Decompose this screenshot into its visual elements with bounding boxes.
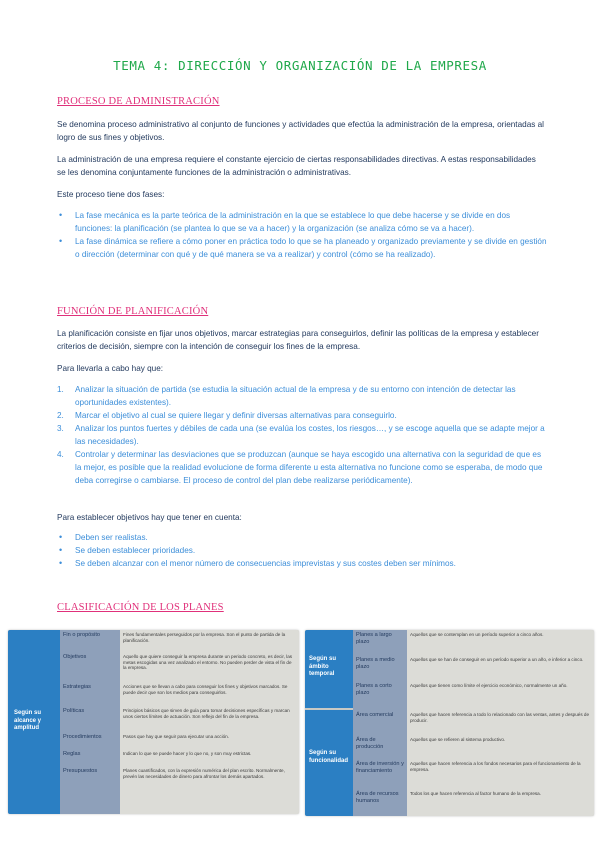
table-key-cell: Planes a largo plazo — [353, 630, 407, 655]
list-number: 4. — [57, 450, 64, 459]
heading-funcion-planificacion: FUNCIÓN DE PLANIFICACIÓN — [57, 306, 209, 317]
table-key-cell: Área de recursos humanos — [353, 789, 407, 816]
admin-paragraph-3: Este proceso tiene dos fases: — [57, 190, 165, 199]
table-key-cell: Estrategias — [60, 682, 120, 706]
table-row — [60, 749, 299, 767]
list-item: • Deben ser realistas. — [57, 531, 547, 544]
table-side-label: Según su ámbito temporal — [309, 656, 337, 677]
table-key-cell: Presupuestos — [60, 766, 120, 814]
heading-proceso-administracion: PROCESO DE ADMINISTRACIÓN — [57, 96, 220, 107]
table-key-cell: Planes a medio plazo — [353, 655, 407, 681]
list-number: 2. — [57, 411, 64, 420]
list-item: • La fase mecánica es la parte teórica de la administración en la que se establece lo que debe hacerse y se divide en dos funciones: la planificación (se plantea lo que se va a hacer) y la organización (se analiza cómo se va a hacer). — [57, 209, 547, 235]
table-value-cell: Acciones que se llevan a cabo para conseguir los fines y objetivos marcados. Se puede decir que son los medios para conseguirlos. — [120, 682, 299, 706]
table-key-cell: Área de inversión y financiamiento — [353, 759, 407, 789]
table-row — [60, 630, 299, 653]
list-text: Marcar el objetivo al cual se quiere llegar y definir diversas alternativas para conseguirlo. — [75, 411, 397, 420]
table-row — [60, 682, 299, 707]
admin-paragraph-2: La administración de una empresa requiere el constante ejercicio de ciertas responsabilidades directivas. A estas responsabilidades se les denomina conjuntamente funciones de la administración o administrativas. — [57, 155, 536, 177]
list-item — [57, 409, 547, 422]
list-text: Analizar los puntos fuertes y débiles de cada una (se evalúa los costes, los riesgos…, y se escoge aquella que se adapte mejor a las necesidades). — [75, 424, 545, 446]
table-value-cell: Aquellos que se han de conseguir en un período superior a un año, e inferior a cinco. — [407, 655, 594, 681]
table-value-cell: Planes cuantificados, con la expresión numérica del plan escrito. Normalmente, prevén las necesidades de dinero para afrontar los demás apartados. — [120, 766, 299, 814]
table-key-cell: Procedimientos — [60, 732, 120, 749]
table-key-cell: Objetivos — [60, 652, 120, 682]
plans-table-left-photo — [8, 630, 299, 814]
table-key-cell: Políticas — [60, 706, 120, 732]
table-value-cell: Pasos que hay que seguir para ejecutar una acción. — [120, 732, 299, 749]
table-row — [353, 655, 594, 682]
table-row — [353, 710, 594, 736]
table-key-cell: Planes a corto plazo — [353, 681, 407, 710]
table-row — [353, 735, 594, 760]
plan-paragraph-3: Para establecer objetivos hay que tener en cuenta: — [57, 513, 242, 522]
table-row — [353, 681, 594, 711]
table-side-label: Según su alcance y amplitud — [14, 710, 42, 731]
table-row — [60, 706, 299, 733]
list-text: Controlar y determinar las desviaciones que se produzcan (aunque se haya escogido una alternativa con la seguridad de que es la mejor, es posible que la realidad evolucione de forma diferente u esta alternativa no funcione como se esperaba, de modo que deba corregirse o cambiarse. El proceso de control del plan debe realizarse periódicamente). — [75, 450, 543, 485]
table-key-cell: Reglas — [60, 749, 120, 766]
table-key-cell: Área de producción — [353, 735, 407, 759]
admin-paragraph-1: Se denomina proceso administrativo al conjunto de funciones y actividades que efectúa la administración de la empresa, orientadas al logro de sus fines y objetivos. — [57, 120, 544, 142]
list-item — [57, 383, 547, 409]
heading-clasificacion-planes: CLASIFICACIÓN DE LOS PLANES — [57, 602, 224, 613]
table-side-label: Según su funcionalidad — [309, 750, 348, 764]
admin-phases-list — [57, 209, 547, 261]
list-text: Analizar la situación de partida (se estudia la situación actual de la empresa y de su entorno con intención de detectar las oportunidades existentes). — [75, 385, 516, 407]
plan-steps-list — [57, 383, 547, 487]
list-item: • Se deben alcanzar con el menor número de consecuencias imprevistas y sus costes deben ser mínimos. — [57, 557, 547, 570]
table-row — [353, 630, 594, 656]
table-value-cell: Aquellos que se contemplan en un período superior a cinco años. — [407, 630, 594, 655]
plans-table-right-photo — [305, 630, 594, 816]
list-number: 1. — [57, 385, 64, 394]
document-title: TEMA 4: DIRECCIÓN Y ORGANIZACIÓN DE LA EMPRESA — [113, 58, 487, 73]
table-value-cell: Indican lo que se puede hacer y lo que no, y son muy estrictas. — [120, 749, 299, 766]
table-value-cell: Principios básicos que sirven de guía para tomar decisiones específicas y marcan unos ciertos límites de actuación. Son reflejo del fin de la empresa. — [120, 706, 299, 732]
table-value-cell: Aquellos que se refieren al sistema productivo. — [407, 735, 594, 759]
list-item: • Se deben establecer prioridades. — [57, 544, 547, 557]
table-row — [353, 789, 594, 816]
plan-paragraph-1: La planificación consiste en fijar unos objetivos, marcar estrategias para conseguirlos, definir las políticas de la empresa y establecer criterios de decisión, siempre con la intención de conseguir los fines de la empresa. — [57, 329, 539, 351]
list-item: • La fase dinámica se refiere a cómo poner en práctica todo lo que se ha planeado y organizado previamente y se divide en gestión o dirección (determinar con qué y de qué manera se va a realizar) y control (cómo se ha realizado). — [57, 235, 547, 261]
table-row — [60, 652, 299, 683]
objectives-list — [57, 531, 547, 570]
list-item — [57, 448, 547, 487]
plan-paragraph-2: Para llevarla a cabo hay que: — [57, 364, 164, 373]
table-value-cell: Aquellos que tienen como límite el ejercicio económico, normalmente un año. — [407, 681, 594, 710]
table-row — [60, 732, 299, 750]
table-value-cell: Aquellos que hacen referencia a los fondos necesarios para el funcionamiento de la empresa. — [407, 759, 594, 789]
table-value-cell: Aquello que quiere conseguir la empresa durante un periodo concreto, es decir, las metas escogidas una vez analizado el entorno. No pueden perder de vista el fin de la empresa. — [120, 652, 299, 682]
table-row — [353, 759, 594, 790]
list-number: 3. — [57, 424, 64, 433]
table-value-cell: Todos los que hacen referencia al factor humano de la empresa. — [407, 789, 594, 816]
table-value-cell: Aquellos que hacen referencia a todo lo relacionado con las ventas, antes y después de producir. — [407, 710, 594, 735]
table-row — [60, 766, 299, 814]
table-key-cell: Área comercial — [353, 710, 407, 735]
list-item — [57, 422, 547, 448]
table-value-cell: Fines fundamentales perseguidos por la empresa. Son el punto de partida de la planificación. — [120, 630, 299, 652]
table-key-cell: Fin o propósito — [60, 630, 120, 652]
